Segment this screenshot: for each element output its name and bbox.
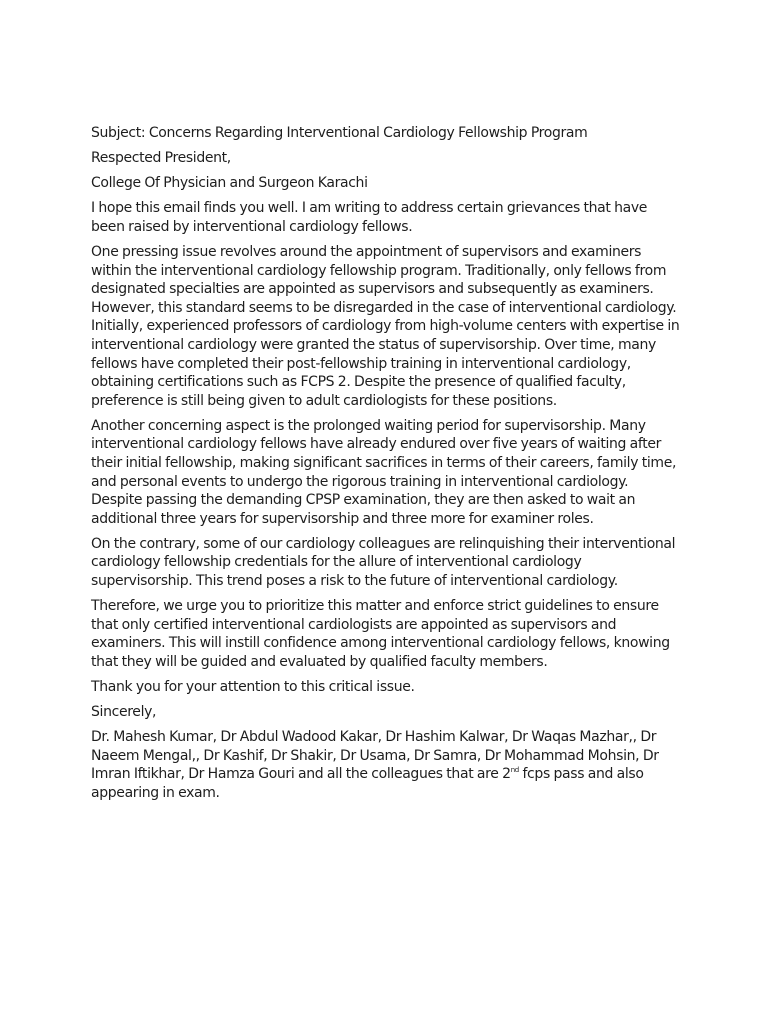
institution-line: College Of Physician and Surgeon Karachi xyxy=(91,175,368,192)
paragraph-credentials-risk: On the contrary, some of our cardiology colleagues are relinquishing their interventional cardiology fellowship credentials for the allure of interventional cardiology supervisorship. This trend poses a risk to the future of interventional cardiology. xyxy=(91,535,676,590)
signatories-names: Dr. Mahesh Kumar, Dr Abdul Wadood Kakar, Dr Hashim Kalwar, Dr Waqas Mazhar,, Dr Naeem Mengal,, Dr Kashif, Dr Shakir, Dr Usama, Dr Samra, Dr Mohammad Mohsin, Dr Imran Iftikhar, Dr Hamza Gouri and all the colleagues that are 2 xyxy=(91,729,659,783)
ordinal-superscript: nd xyxy=(510,765,519,774)
letter-body xyxy=(91,124,681,809)
paragraph-waiting-period: Another concerning aspect is the prolonged waiting period for supervisorship. Many interventional cardiology fellows have already endured over five years of waiting after their initial fellowship, making significant sacrifices in terms of their careers, family time, and personal events to undergo the rigorous training in interventional cardiology. Despite passing the demanding CPSP examination, they are then asked to wait an additional three years for supervisorship and three more for examiner roles. xyxy=(91,417,677,527)
paragraph-request: Therefore, we urge you to prioritize this matter and enforce strict guidelines to ensure that only certified interventional cardiologists are appointed as supervisors and examiners. This will instill confidence among interventional cardiology fellows, knowing that they will be guided and evaluated by qualified faculty members. xyxy=(91,598,670,670)
paragraph-thanks: Thank you for your attention to this critical issue. xyxy=(91,679,415,696)
signatories-tail: fcps pass and also appearing in exam. xyxy=(91,766,644,801)
salutation: Respected President, xyxy=(91,150,231,167)
paragraph-intro: I hope this email finds you well. I am writing to address certain grievances that have been raised by interventional cardiology fellows. xyxy=(91,200,648,235)
subject-line: Subject: Concerns Regarding Interventional Cardiology Fellowship Program xyxy=(91,125,588,141)
paragraph-supervisor-appointment: One pressing issue revolves around the appointment of supervisors and examiners within the interventional cardiology fellowship program. Traditionally, only fellows from designated specialties are appointed as supervisors and subsequently as examiners. However, this standard seems to be disregarded in the case of interventional cardiology. Initially, experienced professors of cardiology from high-volume centers with expertise in interventional cardiology were granted the status of supervisorship. Over time, many fellows have completed their post-fellowship training in interventional cardiology, obtaining certifications such as FCPS 2. Despite the presence of qualified faculty, preference is still being given to adult cardiologists for these positions. xyxy=(91,243,680,409)
signatories xyxy=(91,728,681,802)
closing-line: Sincerely, xyxy=(91,704,157,721)
